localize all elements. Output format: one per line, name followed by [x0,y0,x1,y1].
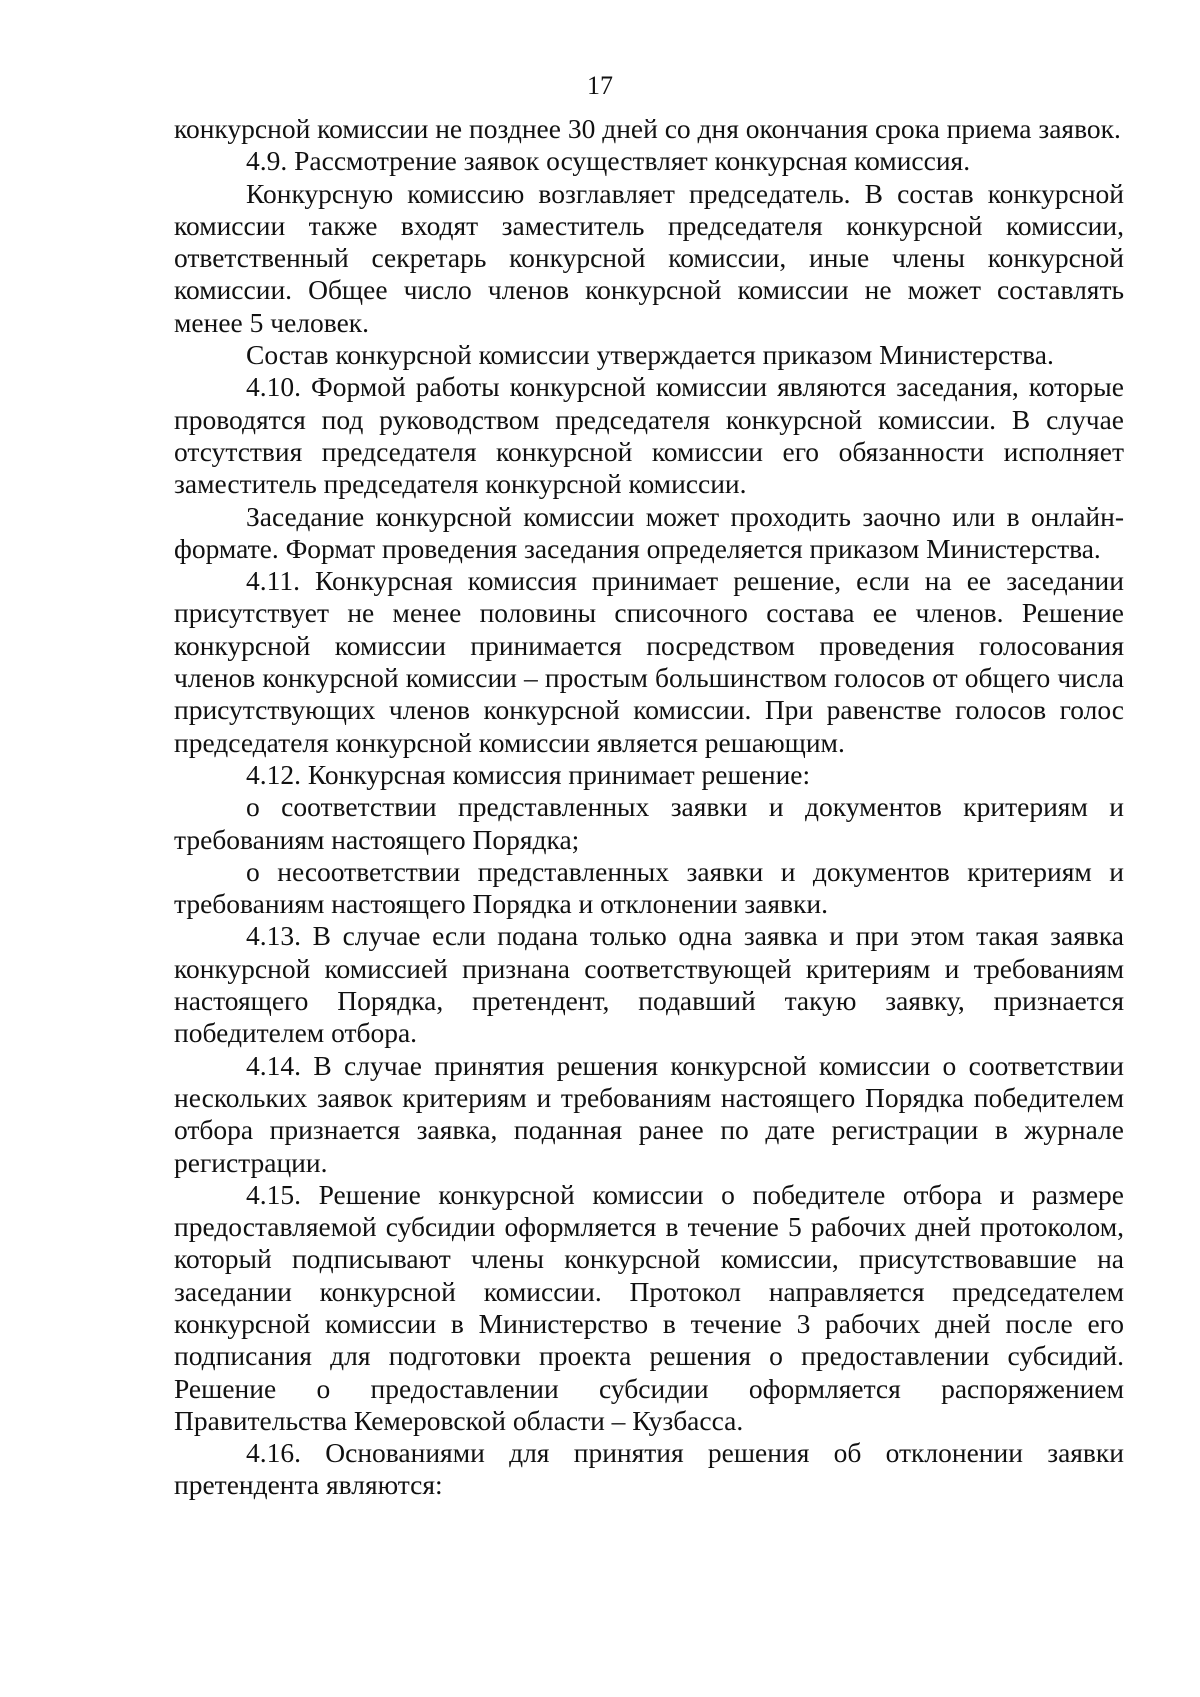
paragraph-4-9: 4.9. Рассмотрение заявок осуществляет конкурсная комиссия. [246,145,971,177]
paragraph-4-12: 4.12. Конкурсная комиссия принимает решение: [246,758,811,790]
paragraph-4-14: 4.14. В случае принятия решения конкурсной комиссии о соответствии нескольких заявок критериям и требованиям настоящего Порядка победителем отбора признается заявка, поданная ранее по дате регистрации в журнале регистрации. [174,1049,1124,1178]
paragraph-4-11: 4.11. Конкурсная комиссия принимает решение, если на ее заседании присутствует не менее половины списочного состава ее членов. Решение конкурсной комиссии принимается посредством проведения голосования членов конкурсной комиссии – простым большинством голосов от общего числа присутствующих членов конкурсной комиссии. При равенстве голосов голос председателя конкурсной комиссии является решающим. [174,565,1124,758]
paragraph: конкурсной комиссии не позднее 30 дней со дня окончания срока приема заявок. [174,113,1121,144]
paragraph-4-15: 4.15. Решение конкурсной комиссии о победителе отбора и размере предоставляемой субсидии оформляется в течение 5 рабочих дней протоколом, который подписывают члены конкурсной комиссии, присутствовавшие на заседании конкурсной комиссии. Протокол направляется председателем конкурсной комиссии в Министерство в течение 3 рабочих дней после его подписания для подготовки проекта решения о предоставлении субсидий. Решение о предоставлении субсидии оформляется распоряжением Правительства Кемеровской области – Кузбасса. [174,1178,1124,1436]
paragraph: Состав конкурсной комиссии утверждается приказом Министерства. [246,339,1054,371]
paragraph-4-10: 4.10. Формой работы конкурсной комиссии являются заседания, которые проводятся под руководством председателя конкурсной комиссии. В случае отсутствия председателя конкурсной комиссии его обязанности исполняет заместитель председателя конкурсной комиссии. [174,371,1124,500]
document-body [174,113,1124,1502]
list-item: о соответствии представленных заявки и документов критериям и требованиям настоящего Порядка; [174,791,1124,855]
page-number: 17 [587,71,613,100]
list-item: о несоответствии представленных заявки и документов критериям и требованиям настоящего Порядка и отклонении заявки. [174,855,1124,920]
paragraph: Конкурсную комиссию возглавляет председатель. В состав конкурсной комиссии также входят заместитель председателя конкурсной комиссии, ответственный секретарь конкурсной комиссии, иные члены конкурсной комиссии. Общее число членов конкурсной комиссии не может составлять менее 5 человек. [174,177,1124,338]
paragraph: Заседание конкурсной комиссии может проходить заочно или в онлайн-формате. Формат проведения заседания определяется приказом Министерства. [174,500,1124,564]
paragraph-4-13: 4.13. В случае если подана только одна заявка и при этом такая заявка конкурсной комиссией признана соответствующей критериям и требованиям настоящего Порядка, претендент, подавший такую заявку, признается победителем отбора. [174,920,1124,1049]
paragraph-4-16: 4.16. Основаниями для принятия решения об отклонении заявки претендента являются: [174,1437,1124,1501]
